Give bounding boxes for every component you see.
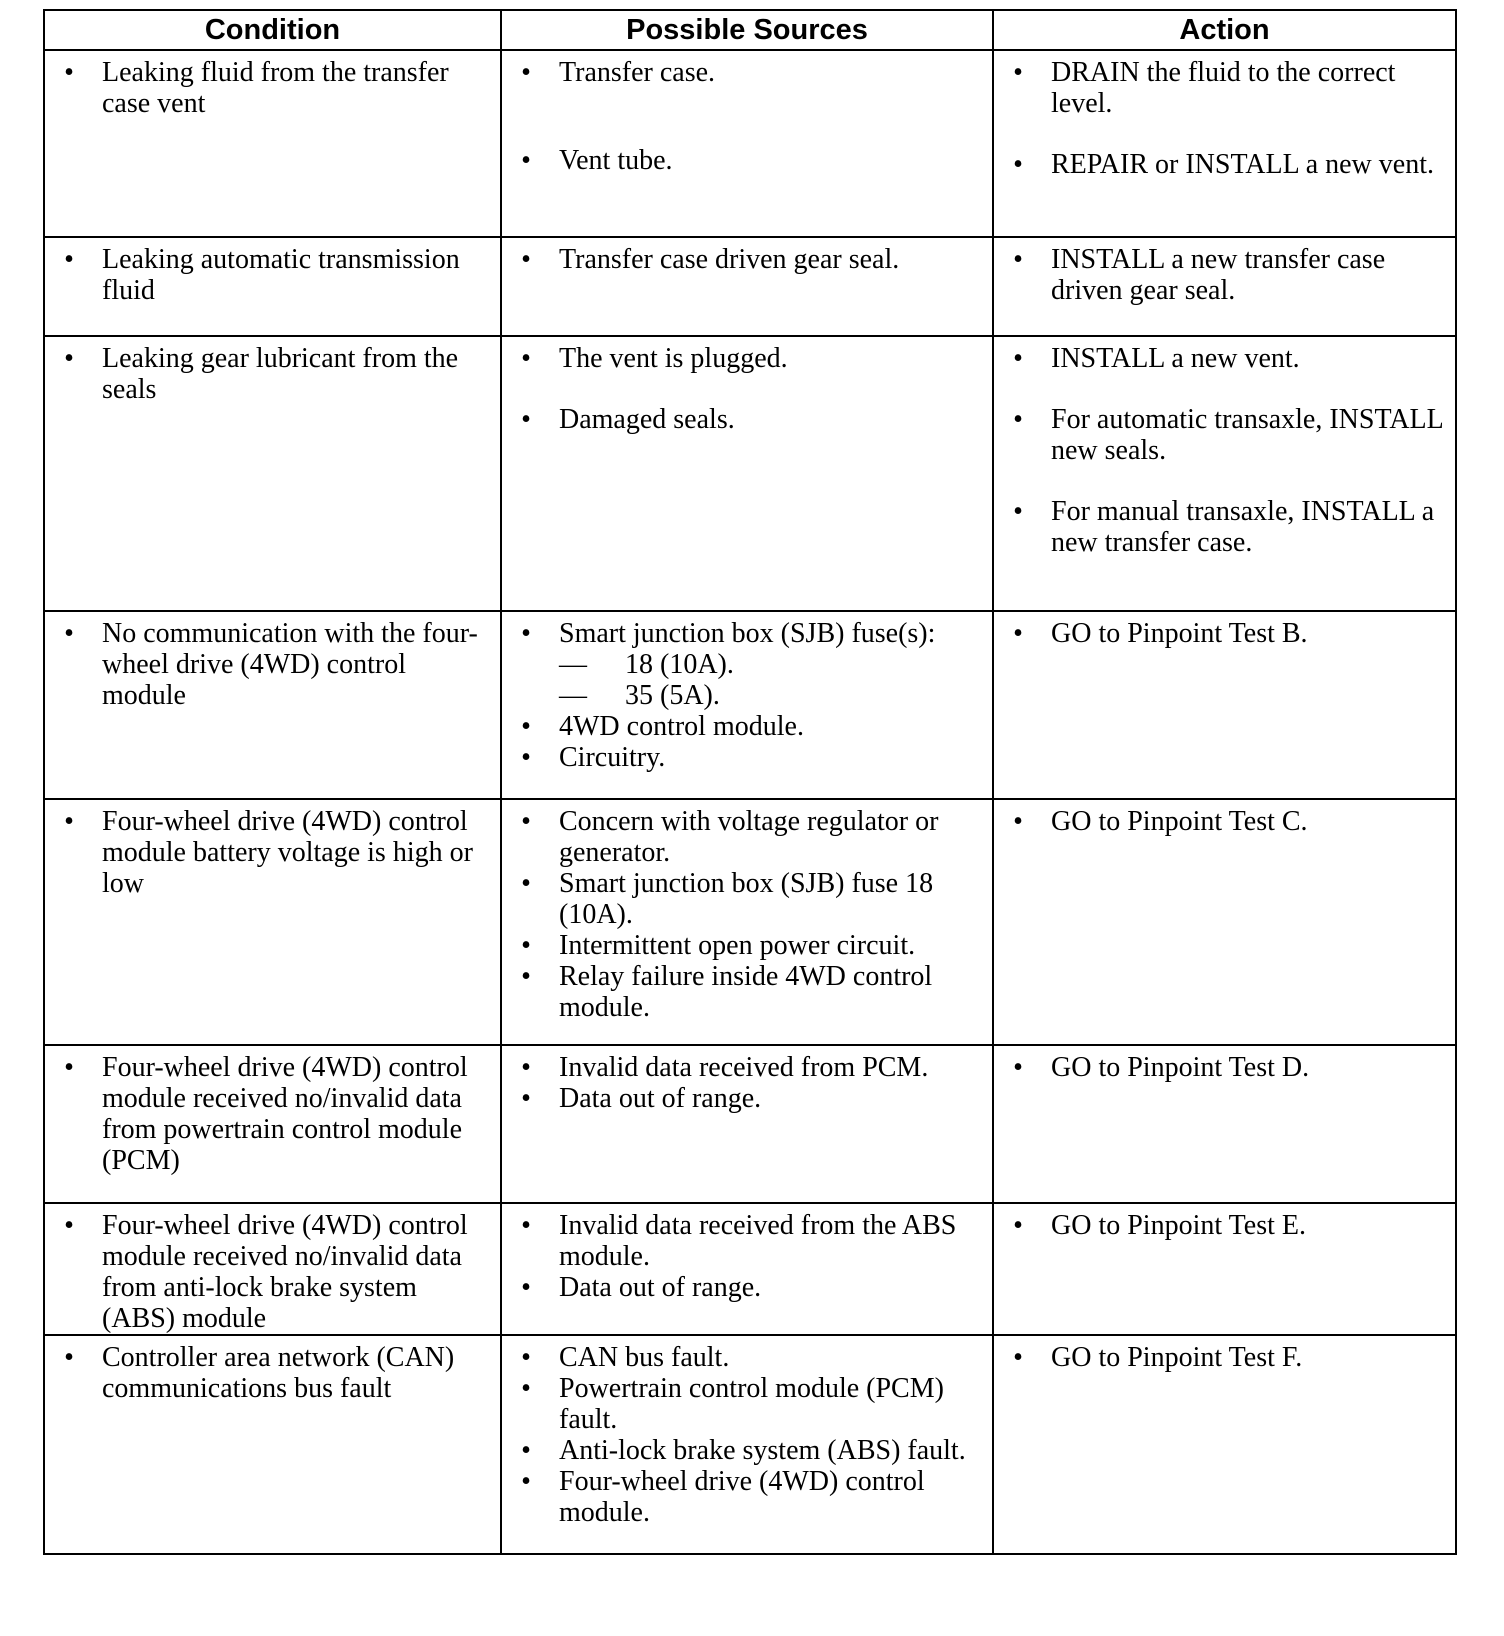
- action-cell: [993, 1203, 1456, 1335]
- list-item: • Four-wheel drive (4WD) control module received no/invalid data from powertrain control module (PCM): [64, 1052, 468, 1176]
- action-cell: [993, 611, 1456, 799]
- table-row: [44, 611, 1456, 799]
- list-item: • Leaking gear lubricant from the seals: [64, 343, 459, 405]
- condition-cell: [44, 799, 501, 1045]
- list-item: • Anti-lock brake system (ABS) fault.: [521, 1435, 966, 1466]
- sources-cell: [501, 1045, 993, 1203]
- table-row: [44, 50, 1456, 237]
- list-item: • Transfer case.: [521, 57, 716, 88]
- list-item: • GO to Pinpoint Test B.: [1013, 618, 1308, 649]
- list-item: • For manual transaxle, INSTALL a new transfer case.: [1013, 496, 1435, 558]
- sources-cell: [501, 237, 993, 336]
- table-row: [44, 336, 1456, 611]
- list-item: • Powertrain control module (PCM) fault.: [521, 1373, 944, 1435]
- list-item: • Intermittent open power circuit.: [521, 930, 916, 961]
- list-item: • No communication with the four-wheel drive (4WD) control module: [64, 618, 478, 711]
- table-row: [44, 1203, 1456, 1335]
- list-item: • INSTALL a new transfer case driven gear seal.: [1013, 244, 1386, 306]
- condition-cell: [44, 50, 501, 237]
- list-item: • INSTALL a new vent.: [1013, 343, 1300, 374]
- header-action: Action: [993, 10, 1456, 50]
- condition-cell: [44, 1335, 501, 1554]
- list-item: • Invalid data received from the ABS module.: [521, 1210, 957, 1272]
- list-item: • Damaged seals.: [521, 404, 735, 435]
- list-item: • Controller area network (CAN) communications bus fault: [64, 1342, 455, 1404]
- list-item: • Invalid data received from PCM.: [521, 1052, 929, 1083]
- list-item: • Data out of range.: [521, 1272, 762, 1303]
- list-item: • Vent tube.: [521, 145, 673, 176]
- table-row: [44, 1045, 1456, 1203]
- table-row: [44, 1335, 1456, 1554]
- condition-cell: [44, 237, 501, 336]
- list-item: • Circuitry.: [521, 742, 666, 773]
- list-item: • GO to Pinpoint Test E.: [1013, 1210, 1306, 1241]
- list-item: • Four-wheel drive (4WD) control module battery voltage is high or low: [64, 806, 473, 899]
- list-item: • Data out of range.: [521, 1083, 762, 1114]
- condition-cell: [44, 1203, 501, 1335]
- list-item: • REPAIR or INSTALL a new vent.: [1013, 149, 1434, 180]
- list-item: • GO to Pinpoint Test C.: [1013, 806, 1308, 837]
- symptom-chart-table: [43, 9, 1457, 1555]
- condition-cell: [44, 336, 501, 611]
- list-item: • Transfer case driven gear seal.: [521, 244, 900, 275]
- list-item: • For automatic transaxle, INSTALL new seals.: [1013, 404, 1443, 466]
- list-item: • Leaking fluid from the transfer case vent: [64, 57, 449, 119]
- action-cell: [993, 1335, 1456, 1554]
- list-item: • Four-wheel drive (4WD) control module received no/invalid data from anti-lock brake system (ABS) module: [64, 1210, 468, 1334]
- action-cell: [993, 336, 1456, 611]
- fuse-subitem: — 35 (5A).: [559, 680, 720, 711]
- header-possible-sources: Possible Sources: [501, 10, 993, 50]
- list-item: • GO to Pinpoint Test D.: [1013, 1052, 1310, 1083]
- table-row: [44, 799, 1456, 1045]
- sources-cell: [501, 1335, 993, 1554]
- condition-cell: [44, 611, 501, 799]
- list-item: • Smart junction box (SJB) fuse(s): — 18 (10A). — 35 (5A).: [502, 618, 982, 711]
- list-item: • Concern with voltage regulator or generator.: [521, 806, 939, 868]
- table-row: [44, 237, 1456, 336]
- header-row: [44, 10, 1456, 50]
- action-cell: [993, 237, 1456, 336]
- list-item: • Leaking automatic transmission fluid: [64, 244, 460, 306]
- list-item: • DRAIN the fluid to the correct level.: [1013, 57, 1396, 119]
- fuse-subitem: — 18 (10A).: [559, 649, 734, 680]
- list-item: • Four-wheel drive (4WD) control module.: [521, 1466, 925, 1528]
- condition-cell: [44, 1045, 501, 1203]
- list-item: • GO to Pinpoint Test F.: [1013, 1342, 1303, 1373]
- list-item: • Relay failure inside 4WD control module.: [521, 961, 933, 1023]
- sources-cell: [501, 1203, 993, 1335]
- list-item: • 4WD control module.: [521, 711, 804, 742]
- list-item: • The vent is plugged.: [521, 343, 788, 374]
- action-cell: [993, 1045, 1456, 1203]
- action-cell: [993, 799, 1456, 1045]
- sources-cell: [501, 336, 993, 611]
- list-item: • CAN bus fault.: [521, 1342, 730, 1373]
- header-condition: Condition: [44, 10, 501, 50]
- sources-cell: [501, 50, 993, 237]
- sources-cell: [501, 799, 993, 1045]
- action-cell: [993, 50, 1456, 237]
- sources-cell: [501, 611, 993, 799]
- list-item: • Smart junction box (SJB) fuse 18 (10A).: [521, 868, 934, 930]
